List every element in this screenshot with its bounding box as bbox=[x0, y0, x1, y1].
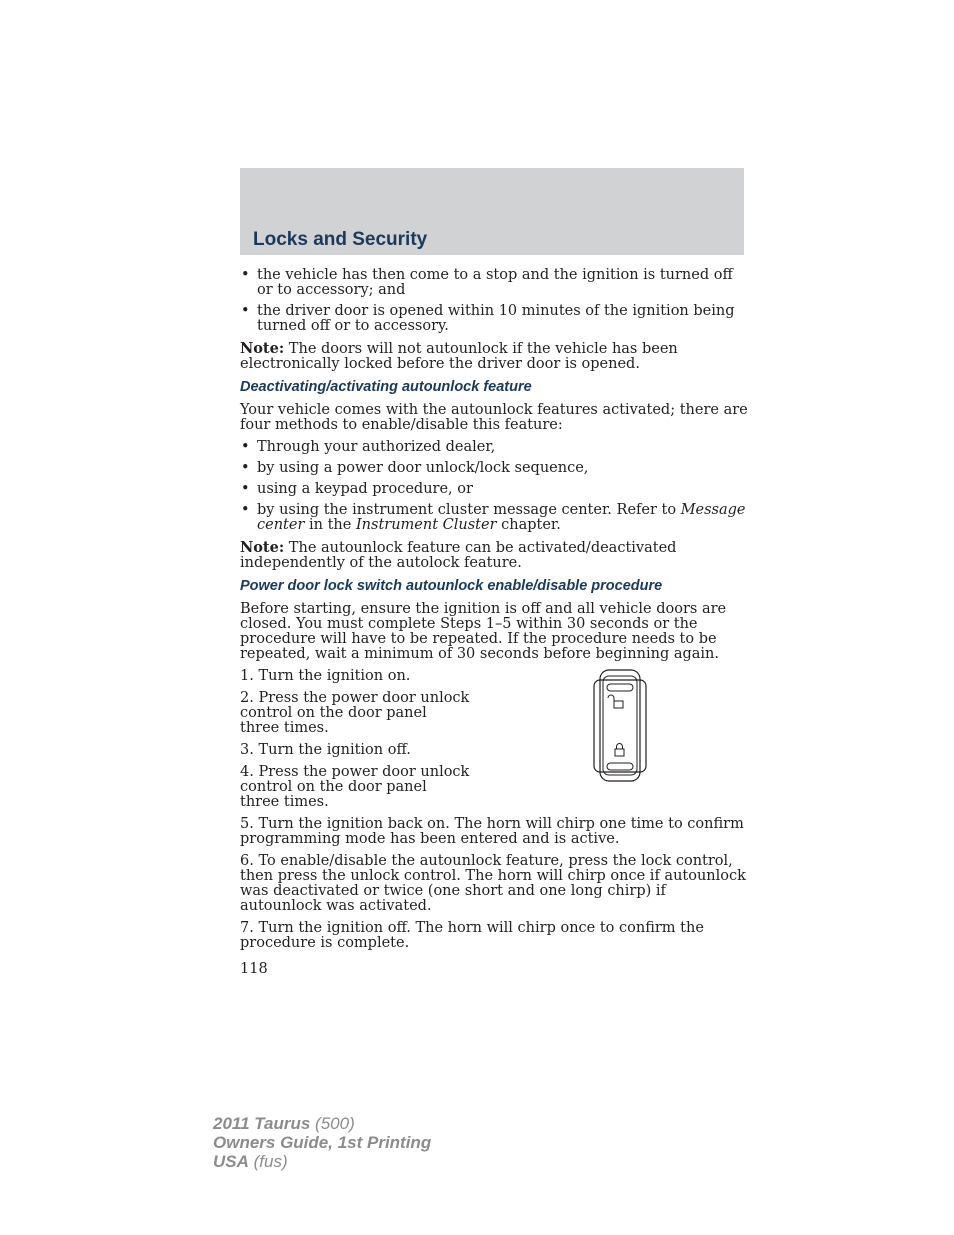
section-title: Locks and Security bbox=[253, 229, 428, 250]
list-item bbox=[240, 503, 750, 533]
step-item: 2. Press the power door unlock control on the door panel three times. bbox=[240, 690, 470, 736]
page-number: 118 bbox=[240, 961, 268, 977]
bullet-text: in the bbox=[304, 517, 356, 533]
body-paragraph: Before starting, ensure the ignition is off and all vehicle doors are closed. You must complete Steps 1–5 within 30 seconds or the procedure will have to be repeated. If the procedure needs to be repeated, wait a minimum of 30 seconds before beginning again. bbox=[240, 601, 727, 662]
switch-bezel-outer bbox=[600, 670, 640, 781]
footer-line bbox=[213, 1133, 431, 1152]
note-paragraph bbox=[240, 341, 750, 372]
step-item: 1. Turn the ignition on. bbox=[240, 668, 411, 684]
footer-market: USA bbox=[213, 1152, 249, 1171]
section-header-band bbox=[240, 168, 744, 255]
footer-model: 2011 Taurus bbox=[213, 1114, 311, 1133]
note-label: Note: bbox=[240, 539, 285, 556]
bullet-text: chapter. bbox=[496, 517, 561, 533]
chapter-reference: Message center bbox=[257, 502, 746, 533]
door-lock-switch-illustration bbox=[590, 668, 650, 783]
bullet-text: by using the instrument cluster message center. Refer to bbox=[257, 502, 681, 518]
list-item: • the vehicle has then come to a stop and the ignition is turned off or to accessory; and bbox=[240, 268, 750, 298]
subheading-procedure: Power door lock switch autounlock enable/disable procedure bbox=[240, 578, 663, 594]
footer-line bbox=[213, 1152, 431, 1171]
footer-line bbox=[213, 1114, 431, 1133]
chapter-reference: Instrument Cluster bbox=[355, 517, 497, 533]
note-paragraph bbox=[240, 540, 750, 571]
note-text: The doors will not autounlock if the vehicle has been electronically locked before the driver door is opened. bbox=[240, 341, 678, 372]
step-item: 4. Press the power door unlock control on the door panel three times. bbox=[240, 764, 470, 810]
methods-bullet-list bbox=[240, 440, 750, 533]
footer-edition: Owners Guide, 1st Printing bbox=[213, 1133, 432, 1152]
body-paragraph: Your vehicle comes with the autounlock features activated; there are four methods to enable/disable this feature: bbox=[240, 402, 748, 433]
footer-model-code: (500) bbox=[310, 1114, 355, 1133]
step-item: 6. To enable/disable the autounlock feature, press the lock control, then press the unlock control. The horn will chirp once if autounlock was deactivated or twice (one short and one long chirp) if autounlock was activated. bbox=[240, 853, 746, 914]
intro-bullet-list bbox=[240, 268, 750, 334]
publication-footer bbox=[213, 1114, 431, 1171]
note-text: The autounlock feature can be activated/deactivated independently of the autolock feature. bbox=[240, 540, 677, 571]
list-item: • by using a power door unlock/lock sequence, bbox=[240, 461, 750, 476]
step-item: 5. Turn the ignition back on. The horn will chirp one time to confirm programming mode has been entered and is active. bbox=[240, 816, 744, 847]
list-item: • the driver door is opened within 10 minutes of the ignition being turned off or to accessory. bbox=[240, 304, 750, 334]
page-content bbox=[240, 268, 750, 958]
list-item: • Through your authorized dealer, bbox=[240, 440, 750, 455]
footer-market-code: (fus) bbox=[248, 1152, 288, 1171]
step-item: 3. Turn the ignition off. bbox=[240, 742, 411, 758]
step-item: 7. Turn the ignition off. The horn will chirp once to confirm the procedure is complete. bbox=[240, 920, 704, 951]
subheading-deactivating: Deactivating/activating autounlock feature bbox=[240, 379, 532, 395]
note-label: Note: bbox=[240, 340, 285, 357]
list-item: • using a keypad procedure, or bbox=[240, 482, 750, 497]
